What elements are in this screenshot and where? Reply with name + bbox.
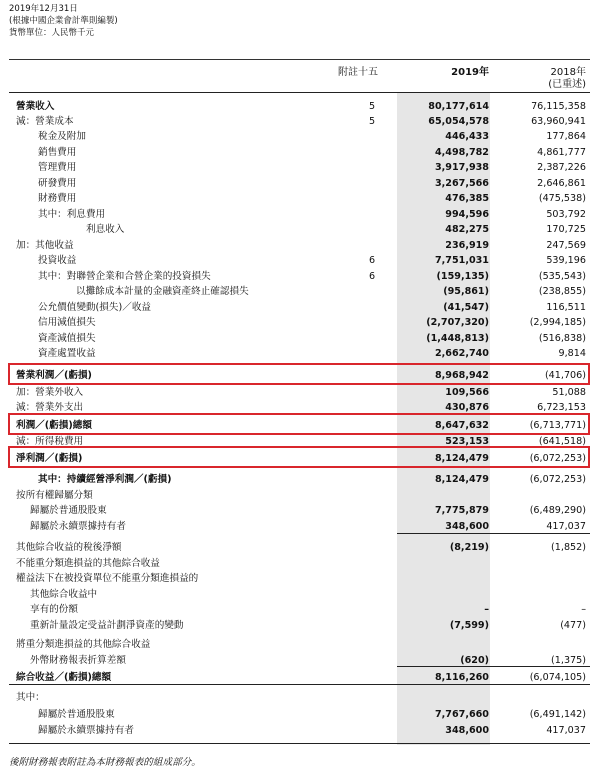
row-value-2019: 348,600 [445, 725, 489, 736]
row-value-2018: (6,072,253) [529, 453, 586, 464]
top-rule [9, 59, 590, 60]
table-row [0, 176, 600, 191]
row-value-2018: 76,115,358 [531, 101, 586, 112]
col-header-2018: 2018年 [550, 67, 586, 78]
row-value-2019: 8,968,942 [434, 370, 489, 381]
row-value-2019: (41,547) [443, 302, 489, 313]
table-row [0, 472, 600, 487]
currency-unit: 貨幣單位：人民幣千元 [9, 28, 95, 38]
row-value-2018: 2,646,861 [537, 178, 586, 189]
table-row [0, 269, 600, 284]
row-label: 將重分類進損益的其他綜合收益 [16, 639, 151, 650]
row-label: 外幣財務報表折算差額 [30, 655, 126, 666]
row-value-2019: 8,124,479 [434, 474, 489, 485]
highlight-box-total-profit [8, 413, 590, 435]
table-row [0, 540, 600, 555]
row-value-2019: 8,124,479 [434, 453, 489, 464]
row-label: 減：營業外支出 [16, 402, 84, 413]
row-value-2019: 4,498,782 [434, 147, 489, 158]
row-value-2018: (535,543) [538, 271, 586, 282]
row-value-2018: 116,511 [546, 302, 586, 313]
row-label: 公允價值變動(損失)／收益 [38, 302, 152, 313]
row-label: 其他綜合收益中 [30, 589, 98, 600]
table-row [0, 707, 600, 722]
row-value-2018: 417,037 [546, 521, 586, 532]
table-row [0, 556, 600, 571]
highlight-box-operating-profit [8, 363, 590, 385]
row-value-2018: (41,706) [544, 370, 586, 381]
table-row [0, 653, 600, 668]
table-row [0, 238, 600, 253]
row-label: 稅金及附加 [38, 131, 86, 142]
row-value-2018: (477) [560, 620, 586, 631]
row-value-2018: 9,814 [558, 348, 586, 359]
row-label: 其中： [16, 692, 45, 703]
table-row [0, 253, 600, 268]
row-value-2018: 2,387,226 [537, 162, 586, 173]
table-row [0, 160, 600, 175]
row-label: 減：所得稅費用 [16, 436, 84, 447]
row-value-2018: (6,074,105) [529, 672, 586, 683]
row-label: 按所有權歸屬分類 [16, 490, 93, 501]
row-value-2019: 994,596 [445, 209, 489, 220]
row-label: 利潤／(虧損)總額 [16, 420, 92, 431]
row-value-2018: 4,861,777 [537, 147, 586, 158]
row-value-2019: (1,448,813) [426, 333, 489, 344]
row-value-2018: (475,538) [538, 193, 586, 204]
table-row [0, 670, 600, 685]
row-label: 歸屬於永續票據持有者 [30, 521, 126, 532]
row-label: 研發費用 [38, 178, 77, 189]
row-value-2019: 65,054,578 [428, 116, 489, 127]
row-label: 營業收入 [16, 101, 55, 112]
row-value-2018: 170,725 [546, 224, 586, 235]
table-row [0, 114, 600, 129]
row-value-2019: 3,917,938 [434, 162, 489, 173]
row-label: 管理費用 [38, 162, 77, 173]
table-row [0, 690, 600, 705]
row-label: 加：其他收益 [16, 240, 74, 251]
row-label: 以攤餘成本計量的金融資產終止確認損失 [76, 286, 249, 297]
row-label: 利息收入 [86, 224, 125, 235]
table-row [0, 284, 600, 299]
row-value-2018: (641,518) [538, 436, 586, 447]
row-value-2019: 8,647,632 [434, 420, 489, 431]
row-label: 享有的份額 [30, 604, 78, 615]
row-value-2019: 523,153 [445, 436, 489, 447]
row-value-2019: 482,275 [445, 224, 489, 235]
row-value-2018: (2,994,185) [529, 317, 586, 328]
row-value-2019: 8,116,260 [434, 672, 489, 683]
row-value-2019: 80,177,614 [428, 101, 489, 112]
table-row [0, 571, 600, 586]
statement-footnote: 後附財務報表附註為本財務報表的組成部分。 [9, 757, 201, 768]
row-value-2018: (1,375) [551, 655, 586, 666]
table-row [0, 129, 600, 144]
row-value-2018: 177,864 [546, 131, 586, 142]
row-value-2018: (6,491,142) [529, 709, 586, 720]
row-value-2018: 6,723,153 [537, 402, 586, 413]
row-value-2018: (238,855) [538, 286, 586, 297]
statement-basis: (根據中國企業會計準則編製) [9, 16, 118, 26]
col-header-2019: 2019年 [451, 67, 489, 78]
table-row [0, 519, 600, 534]
row-value-2019: 2,662,740 [434, 348, 489, 359]
row-label: 減：營業成本 [16, 116, 74, 127]
row-value-2018: – [581, 604, 586, 615]
row-value-2019: (620) [460, 655, 489, 666]
table-row [0, 300, 600, 315]
row-label: 加：營業外收入 [16, 387, 84, 398]
table-row [0, 207, 600, 222]
row-value-2019: 7,751,031 [434, 255, 489, 266]
table-row [0, 723, 600, 738]
table-row [0, 503, 600, 518]
row-label: 歸屬於普通股股東 [30, 505, 107, 516]
row-value-2018: 63,960,941 [531, 116, 586, 127]
row-value-2019: 348,600 [445, 521, 489, 532]
row-note-ref: 5 [368, 101, 376, 112]
row-label: 淨利潤／(虧損) [16, 453, 83, 464]
row-value-2018: 247,569 [546, 240, 586, 251]
table-row [0, 618, 600, 633]
table-row [0, 331, 600, 346]
row-label: 綜合收益／(虧損)總額 [16, 672, 112, 683]
row-label: 財務費用 [38, 193, 77, 204]
row-label: 歸屬於永續票據持有者 [38, 725, 134, 736]
row-label: 資產減值損失 [38, 333, 96, 344]
table-row [0, 488, 600, 503]
row-value-2019: (8,219) [449, 542, 489, 553]
row-value-2019: 476,385 [445, 193, 489, 204]
row-value-2018: (6,072,253) [529, 474, 586, 485]
row-note-ref: 6 [368, 271, 376, 282]
col-header-note: 附註十五 [338, 67, 378, 78]
row-label: 信用減值損失 [38, 317, 96, 328]
table-row [0, 99, 600, 114]
row-value-2018: 51,088 [552, 387, 586, 398]
row-value-2019: 7,767,660 [434, 709, 489, 720]
row-value-2019: (95,861) [443, 286, 489, 297]
row-value-2019: 446,433 [445, 131, 489, 142]
row-value-2019: 430,876 [445, 402, 489, 413]
row-value-2019: 7,775,879 [434, 505, 489, 516]
row-label: 其中：對聯營企業和合營企業的投資損失 [38, 271, 211, 282]
row-label: 其他綜合收益的稅後淨額 [16, 542, 122, 553]
table-row [0, 222, 600, 237]
row-label: 營業利潤／(虧損) [16, 370, 92, 381]
row-value-2018: (6,713,771) [529, 420, 586, 431]
row-value-2019: 3,267,566 [434, 178, 489, 189]
row-value-2018: (1,852) [551, 542, 586, 553]
table-row [0, 602, 600, 617]
header-underline [9, 92, 590, 93]
row-note-ref: 5 [368, 116, 376, 127]
col-header-2018-restated: (已重述) [548, 79, 586, 90]
table-row [0, 145, 600, 160]
row-value-2019: – [484, 604, 489, 615]
row-label: 銷售費用 [38, 147, 77, 158]
row-value-2018: 417,037 [546, 725, 586, 736]
table-row [0, 587, 600, 602]
row-value-2018: (516,838) [538, 333, 586, 344]
highlight-box-net-profit [8, 446, 590, 468]
final-rule [9, 743, 590, 744]
table-row [0, 315, 600, 330]
row-label: 其中：利息費用 [38, 209, 106, 220]
row-value-2019: (2,707,320) [426, 317, 489, 328]
row-label: 不能重分類進損益的其他綜合收益 [16, 558, 160, 569]
row-value-2018: 503,792 [546, 209, 586, 220]
row-label: 重新計量設定受益計劃淨資產的變動 [30, 620, 184, 631]
row-label: 投資收益 [38, 255, 77, 266]
row-label: 權益法下在被投資單位不能重分類進損益的 [16, 573, 199, 584]
row-label: 資產處置收益 [38, 348, 96, 359]
row-value-2019: (7,599) [449, 620, 489, 631]
table-row [0, 191, 600, 206]
statement-date: 2019年12月31日 [9, 4, 78, 14]
row-value-2018: 539,196 [546, 255, 586, 266]
row-note-ref: 6 [368, 255, 376, 266]
table-row [0, 346, 600, 361]
table-row [0, 385, 600, 400]
row-value-2019: 236,919 [445, 240, 489, 251]
row-value-2019: 109,566 [445, 387, 489, 398]
table-row [0, 637, 600, 652]
row-value-2019: (159,135) [436, 271, 489, 282]
row-label: 歸屬於普通股股東 [38, 709, 115, 720]
row-label: 其中：持續經營淨利潤／(虧損) [38, 474, 172, 485]
row-value-2018: (6,489,290) [529, 505, 586, 516]
